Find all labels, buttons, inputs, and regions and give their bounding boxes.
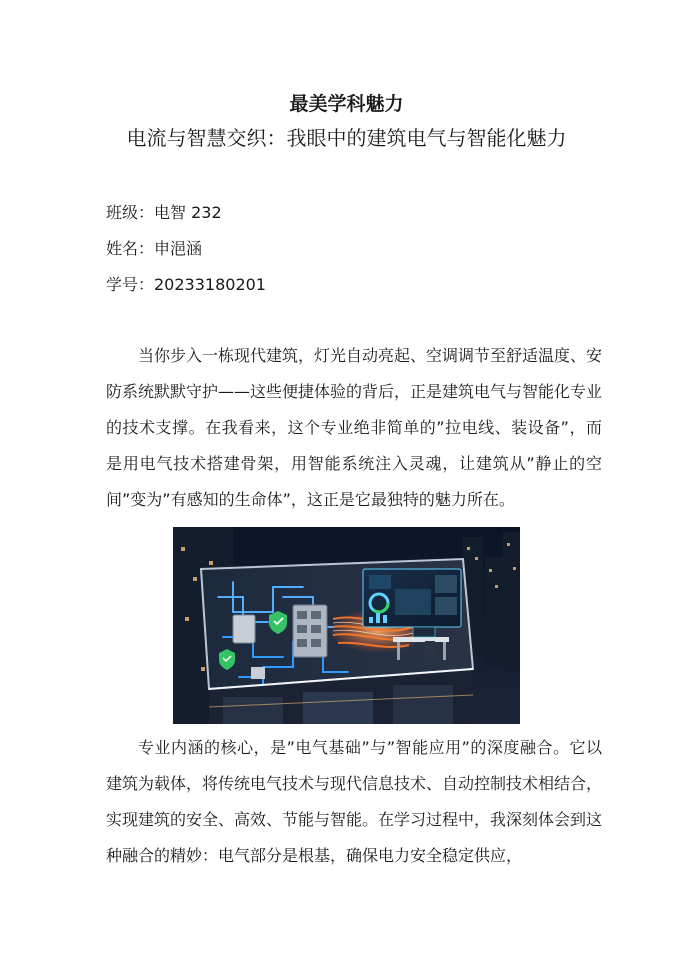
paragraph-intro: 当你步入一栋现代建筑，灯光自动亮起、空调调节至舒适温度、安防系统默默守护——这些便捷体验的背后，正是建筑电气与智能化专业的技术支撑。在我看来，这个专业绝非简单的”拉电线、装设备”，而是用电气技术搭建骨架，用智能系统注入灵魂，让建筑从”静止的空间”变为”有感知的生命体”，这正是它最独特的魅力所在。 (106, 346, 603, 509)
control-room-screens (363, 569, 461, 627)
document-subtitle: 电流与智慧交织：我眼中的建筑电气与智能化魅力 (126, 126, 567, 150)
illustration-svg (173, 527, 520, 724)
class-info: 班级：电智 232 (106, 203, 222, 222)
building-smart-electrical-illustration (173, 527, 520, 724)
student-id-info: 学号：20233180201 (106, 275, 266, 294)
name-info: 姓名：申浥涵 (106, 239, 203, 258)
paragraph-core: 专业内涵的核心，是”电气基础”与”智能应用”的深度融合。它以建筑为载体，将传统电气技术与现代信息技术、自动控制技术相结合，实现建筑的安全、高效、节能与智能。在学习过程中，我深刻体会到这种融合的精妙：电气部分是根基，确保电力安全稳定供应， (106, 738, 603, 865)
document-title: 最美学科魅力 (289, 93, 404, 115)
